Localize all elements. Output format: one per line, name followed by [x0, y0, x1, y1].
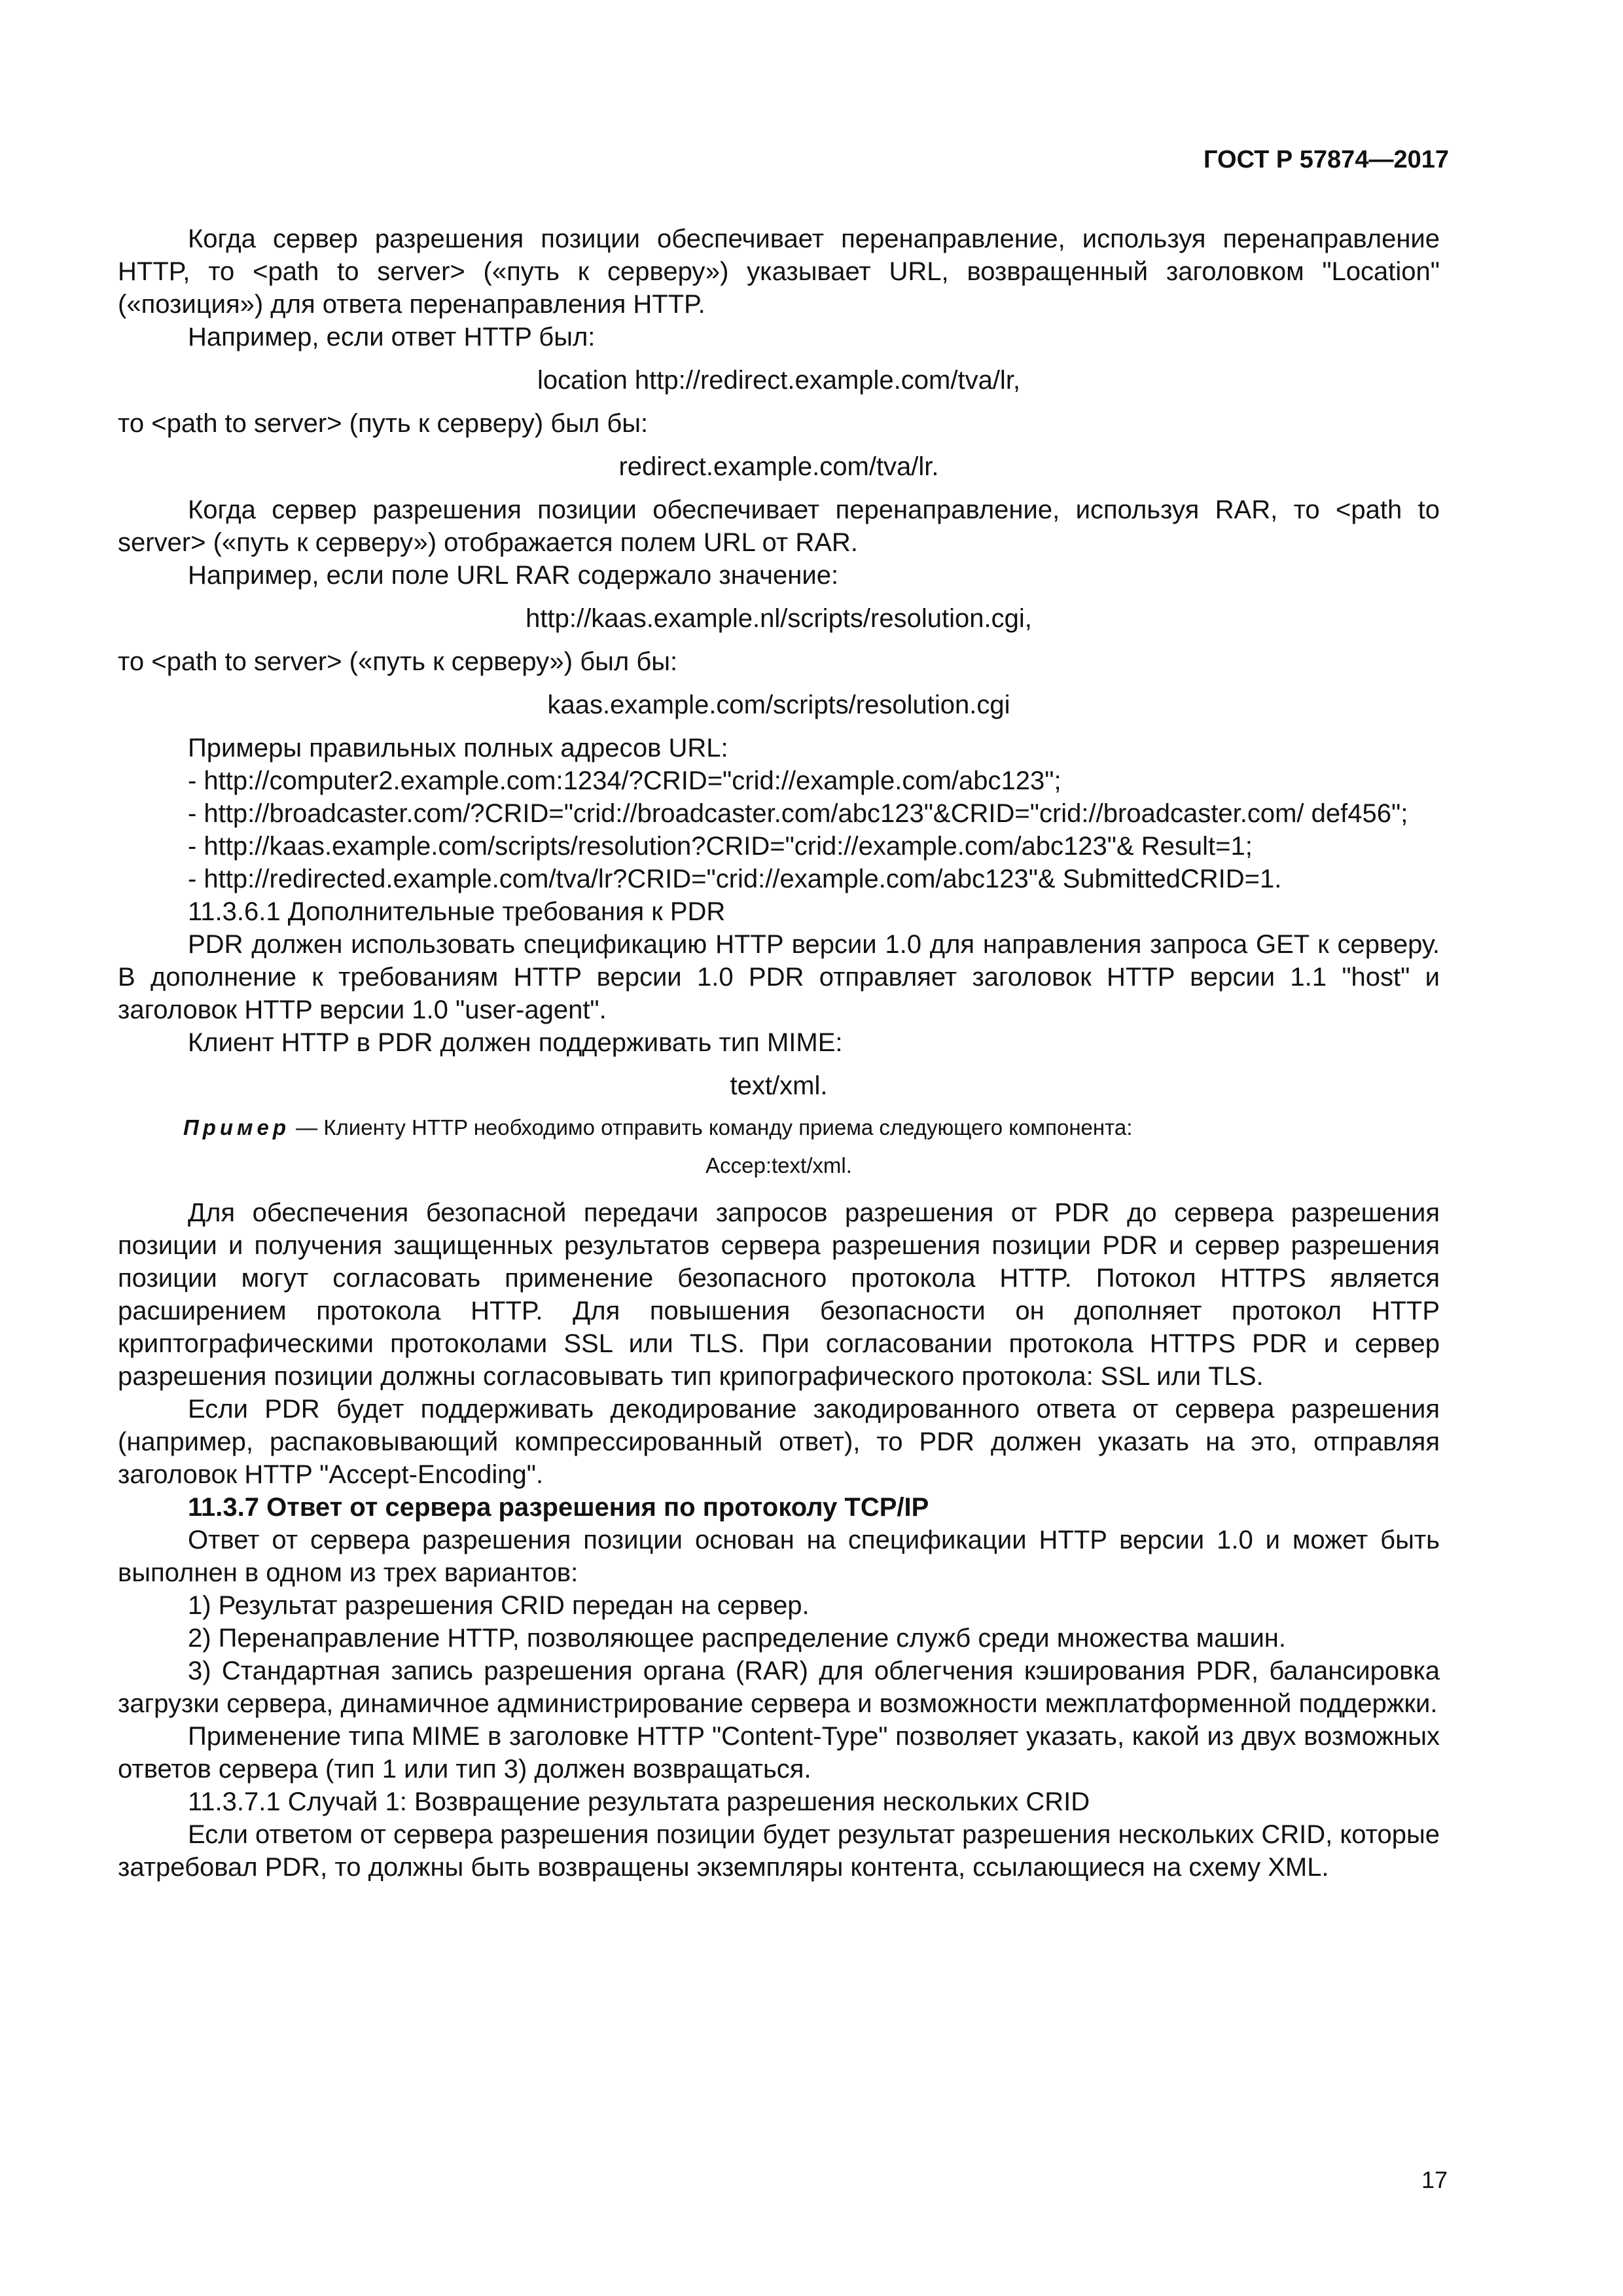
code-line: location http://redirect.example.com/tva/lr,: [537, 366, 1021, 395]
url-example: - http://kaas.example.com/scripts/resolution?CRID="crid://example.com/abc123"& Result=1;: [188, 832, 1253, 861]
note-code: Accep:text/xml.: [705, 1153, 852, 1177]
example-note: [118, 1113, 1440, 1143]
paragraph: Ответ от сервера разрешения позиции основан на спецификации HTTP версии 1.0 и может быть выполнен в одном из трех вариантов:: [118, 1526, 1440, 1587]
paragraph: Применение типа MIME в заголовке HTTP "Content-Type" позволяет указать, какой из двух возможных ответов сервера (тип 1 или тип 3) должен возвращаться.: [118, 1722, 1440, 1784]
url-example: - http://computer2.example.com:1234/?CRID="crid://example.com/abc123";: [188, 766, 1061, 795]
code-line: http://kaas.example.nl/scripts/resolution.cgi,: [526, 604, 1032, 633]
paragraph: Когда сервер разрешения позиции обеспечивает перенаправление, используя RAR, то <path to server> («путь к серверу») отображается полем URL от RAR.: [118, 495, 1440, 557]
paragraph: Примеры правильных полных адресов URL:: [188, 734, 728, 762]
list-item: 1) Результат разрешения CRID передан на сервер.: [188, 1591, 810, 1620]
paragraph: Когда сервер разрешения позиции обеспечивает перенаправление, используя перенаправление HTTP, то <path to server> («путь к серверу») указывает URL, возвращенный заголовком "Location" («позиция») для ответа перенаправления HTTP.: [118, 224, 1440, 319]
list-item: 3) Стандартная запись разрешения органа (RAR) для облегчения кэширования PDR, балансировка загрузки сервера, динамичное администрирование сервера и возможности межплатформенной поддержки.: [118, 1657, 1440, 1718]
document-body: [118, 223, 1440, 1884]
code-line: text/xml.: [730, 1071, 828, 1100]
paragraph: Если PDR будет поддерживать декодирование закодированного ответа от сервера разрешения (например, распаковывающий компрессированный ответ), то PDR должен указать на это, отправляя заголовок HTTP "Accept-Encoding".: [118, 1395, 1440, 1489]
url-example: - http://broadcaster.com/?CRID="crid://broadcaster.com/abc123"&CRID="crid://broadcaster.com/ def456";: [188, 799, 1408, 828]
document-header: ГОСТ Р 57874—2017: [1204, 146, 1449, 173]
list-item: 2) Перенаправление HTTP, позволяющее распределение служб среди множества машин.: [188, 1624, 1286, 1653]
paragraph: Например, если поле URL RAR содержало значение:: [188, 561, 839, 590]
paragraph: Например, если ответ HTTP был:: [188, 323, 596, 351]
section-heading: 11.3.7 Ответ от сервера разрешения по протоколу TCP/IP: [188, 1493, 929, 1522]
paragraph: Для обеспечения безопасной передачи запросов разрешения от PDR до сервера разрешения позиции и получения защищенных результатов сервера разрешения позиции PDR и сервер разрешения позиции могут согласовать применение безопасного протокола HTTP. Потокол HTTPS является расширением протокола HTTP. Для повышения безопасности он дополняет протокол HTTP криптографическими протоколами SSL или TLS. При согласовании протокола HTTPS PDR и сервер разрешения позиции должны согласовывать тип крипографического протокола: SSL или TLS.: [118, 1198, 1440, 1391]
subsection-heading: 11.3.7.1 Случай 1: Возвращение результата разрешения нескольких CRID: [188, 1787, 1090, 1816]
paragraph: то <path to server> (путь к серверу) был бы:: [118, 409, 649, 438]
paragraph: то <path to server> («путь к серверу») был бы:: [118, 647, 678, 676]
code-line: redirect.example.com/tva/lr.: [618, 452, 939, 481]
note-text: — Клиенту HTTP необходимо отправить команду приема следующего компонента:: [289, 1115, 1133, 1139]
url-example: - http://redirected.example.com/tva/lr?CRID="crid://example.com/abc123"& SubmittedCRID=1.: [188, 865, 1282, 893]
subsection-heading: 11.3.6.1 Дополнительные требования к PDR: [188, 897, 726, 926]
paragraph: PDR должен использовать спецификацию HTTP версии 1.0 для направления запроса GET к серверу. В дополнение к требованиям HTTP версии 1.0 PDR отправляет заголовок HTTP версии 1.1 "host" и заголовок HTTP версии 1.0 "user-agent".: [118, 930, 1440, 1024]
note-label: Пример: [183, 1115, 290, 1139]
code-line: kaas.example.com/scripts/resolution.cgi: [547, 691, 1010, 719]
paragraph: Если ответом от сервера разрешения позиции будет результат разрешения нескольких CRID, которые затребовал PDR, то должны быть возвращены экземпляры контента, ссылающиеся на схему XML.: [118, 1820, 1440, 1882]
page-number: 17: [1421, 2166, 1448, 2193]
paragraph: Клиент HTTP в PDR должен поддерживать тип MIME:: [188, 1028, 843, 1057]
